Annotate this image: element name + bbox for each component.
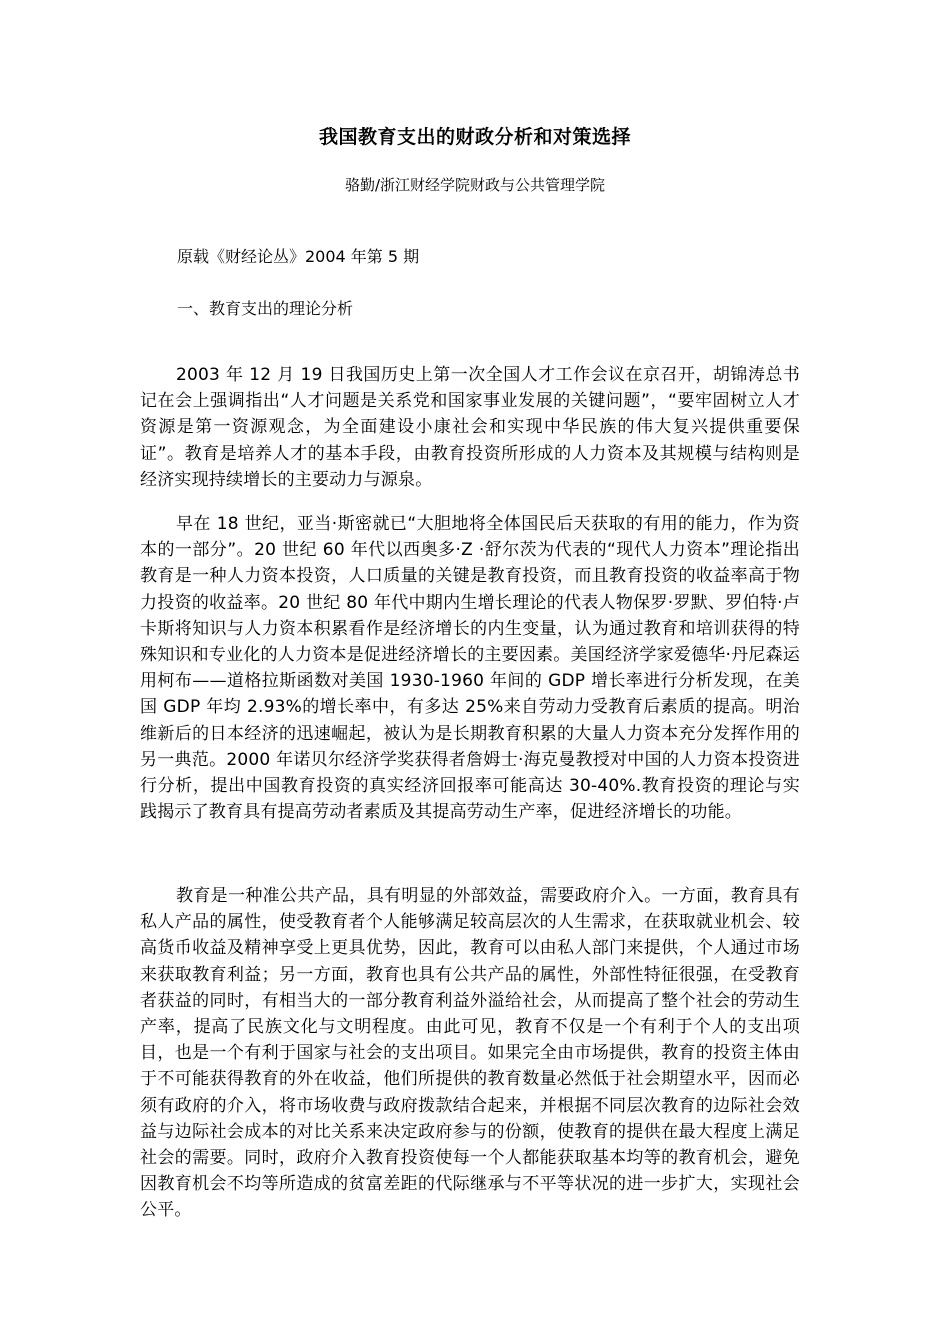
publication-source: 原载《财经论丛》2004 年第 5 期 (177, 247, 420, 266)
document-title: 我国教育支出的财政分析和对策选择 (318, 126, 631, 148)
body-paragraph-3: 教育是一种准公共产品，具有明显的外部效益，需要政府介入。一方面，教育具有私人产品的属性，使受教育者个人能够满足较高层次的人生需求，在获取就业机会、较高货币收益及精神享受上更具优势，因此，教育可以由私人部门来提供，个人通过市场来获取教育利益；另一方面，教育也具有公共产品的属性，外部性特征很强，在受教育者获益的同时，有相当大的一部分教育利益外溢给社会，从而提高了整个社会的劳动生产率，提高了民族文化与文明程度。由此可见，教育不仅是一个有利于个人的支出项目，也是一个有利于国家与社会的支出项目。如果完全由市场提供，教育的投资主体由于不可能获得教育的外在收益，他们所提供的教育数量必然低于社会期望水平，因而必须有政府的介入，将市场收费与政府拨款结合起来，并根据不同层次教育的边际社会效益与边际社会成本的对比关系来决定政府参与的份额，使教育的提供在最大程度上满足社会的需要。同时，政府介入教育投资使每一个人都能获取基本均等的教育机会，避免因教育机会不均等所造成的贫富差距的代际继承与不平等状况的进一步扩大，实现社会公平。 (140, 886, 800, 1221)
section-heading: 一、教育支出的理论分析 (177, 299, 354, 318)
body-paragraph-2: 早在 18 世纪，亚当·斯密就已“大胆地将全体国民后天获取的有用的能力，作为资本的一部分”。20 世纪 60 年代以西奥多·Z ·舒尔茨为代表的“现代人力资本”理论指出教育是一种人力资本投资，人口质量的关键是教育投资，而且教育投资的收益率高于物力投资的收益率。20 世纪 80 年代中期内生增长理论的代表人物保罗·罗默、罗伯特·卢卡斯将知识与人力资本积累看作是经济增长的内生变量，认为通过教育和培训获得的特殊知识和专业化的人力资本是促进经济增长的主要因素。美国经济学家爱德华·丹尼森运用柯布——道格拉斯函数对美国 1930-1960 年间的 GDP 增长率进行分析发现，在美国 GDP 年均 2.93%的增长率中，有多达 25%来自劳动力受教育后素质的提高。明治维新后的日本经济的迅速崛起，被认为是长期教育积累的大量人力资本充分发挥作用的另一典范。2000 年诺贝尔经济学奖获得者詹姆士·海克曼教授对中国的人力资本投资进行分析，提出中国教育投资的真实经济回报率可能高达 30-40%.教育投资的理论与实践揭示了教育具有提高劳动者素质及其提高劳动生产率，促进经济增长的功能。 (140, 514, 800, 823)
body-paragraph-1: 2003 年 12 月 19 日我国历史上第一次全国人才工作会议在京召开，胡锦涛总书记在会上强调指出“人才问题是关系党和国家事业发展的关键问题”，“要牢固树立人才资源是第一资源观念，为全面建设小康社会和实现中华民族的伟大复兴提供重要保证”。教育是培养人才的基本手段，由教育投资所形成的人力资本及其规模与结构则是经济实现持续增长的主要动力与源泉。 (140, 365, 800, 490)
author-affiliation: 骆勤/浙江财经学院财政与公共管理学院 (344, 176, 606, 194)
